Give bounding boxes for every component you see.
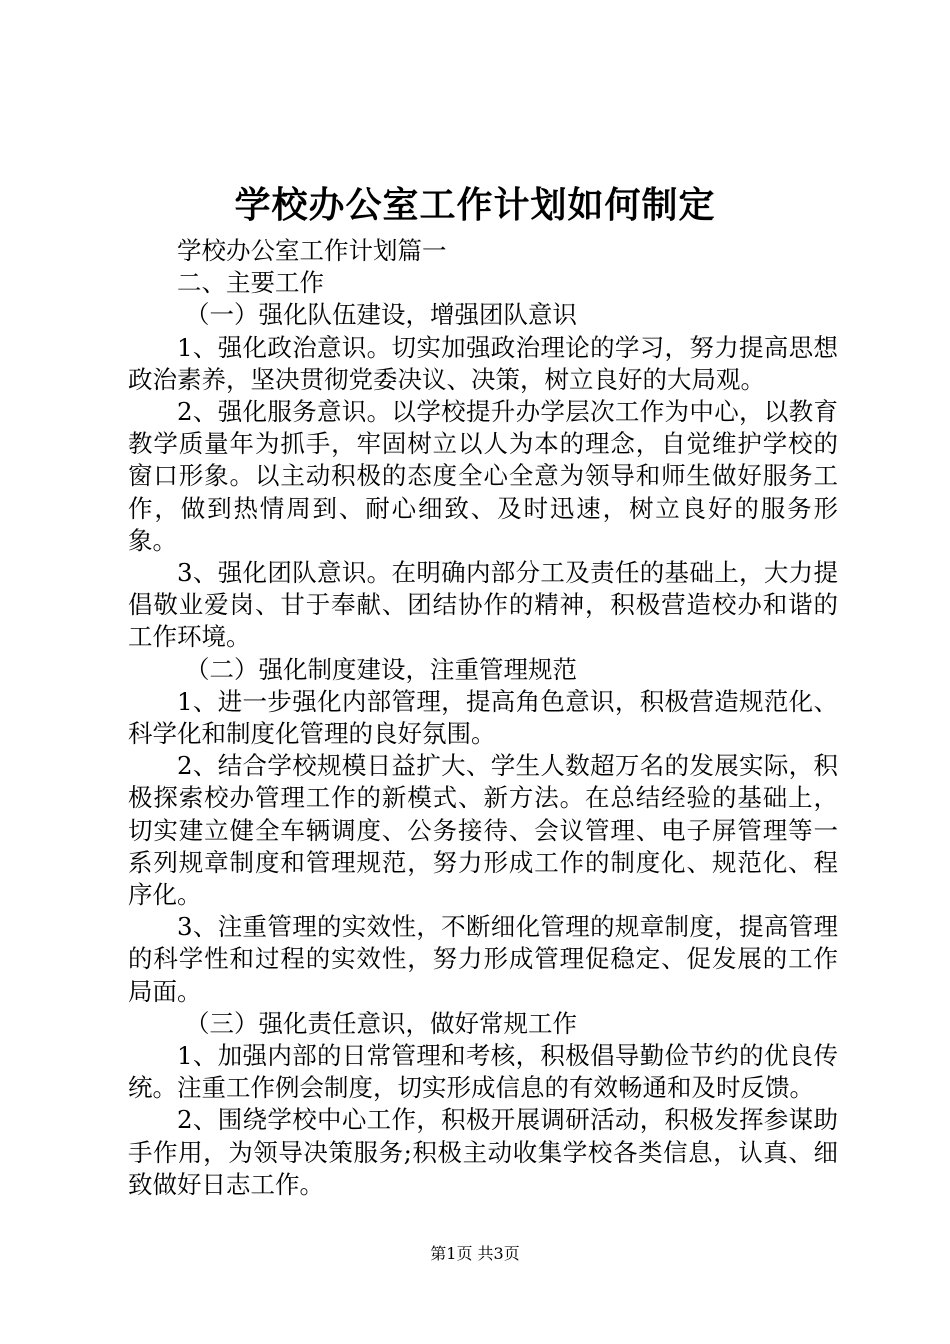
paragraph: 学校办公室工作计划篇一 [177,236,447,265]
paragraph: 3、强化团队意识。在明确内部分工及责任的基础上，大力提倡敬业爱岗、甘于奉献、团结协作的精神，积极营造校办和谐的工作环境。 [128,558,838,652]
paragraph: 3、注重管理的实效性，不断细化管理的规章制度，提高管理的科学性和过程的实效性，努力形成管理促稳定、促发展的工作局面。 [128,912,838,1006]
section-heading: （三）强化责任意识，做好常规工作 [185,1008,577,1038]
paragraph: 2、强化服务意识。以学校提升办学层次工作为中心，以教育教学质量年为抓手，牢固树立以人为本的理念，自觉维护学校的窗口形象。以主动积极的态度全心全意为领导和师生做好服务工作，做到热情周到、耐心细致、及时迅速，树立良好的服务形象。 [128,397,838,555]
document-body [128,235,838,1201]
paragraph: 1、强化政治意识。切实加强政治理论的学习，努力提高思想政治素养，坚决贯彻党委决议、决策，树立良好的大局观。 [128,332,838,394]
paragraph: 2、围绕学校中心工作，积极开展调研活动，积极发挥参谋助手作用，为领导决策服务;积极主动收集学校各类信息，认真、细致做好日志工作。 [128,1105,838,1199]
paragraph: 1、进一步强化内部管理，提高角色意识，积极营造规范化、科学化和制度化管理的良好氛围。 [128,686,838,749]
section-heading: （二）强化制度建设，注重管理规范 [185,654,577,684]
section-heading: （一）强化队伍建设，增强团队意识 [185,300,577,330]
paragraph: 2、结合学校规模日益扩大、学生人数超万名的发展实际，积极探索校办管理工作的新模式、新方法。在总结经验的基础上，切实建立健全车辆调度、公务接待、会议管理、电子屏管理等一系列规章制度和管理规范，努力形成工作的制度化、规范化、程序化。 [128,751,838,910]
paragraph: 二、主要工作 [177,268,324,298]
document-title: 学校办公室工作计划如何制定 [234,185,716,226]
page-footer: 第1页 共3页 [430,1244,520,1263]
paragraph: 1、加强内部的日常管理和考核，积极倡导勤俭节约的优良传统。注重工作例会制度，切实形成信息的有效畅通和及时反馈。 [128,1041,838,1103]
